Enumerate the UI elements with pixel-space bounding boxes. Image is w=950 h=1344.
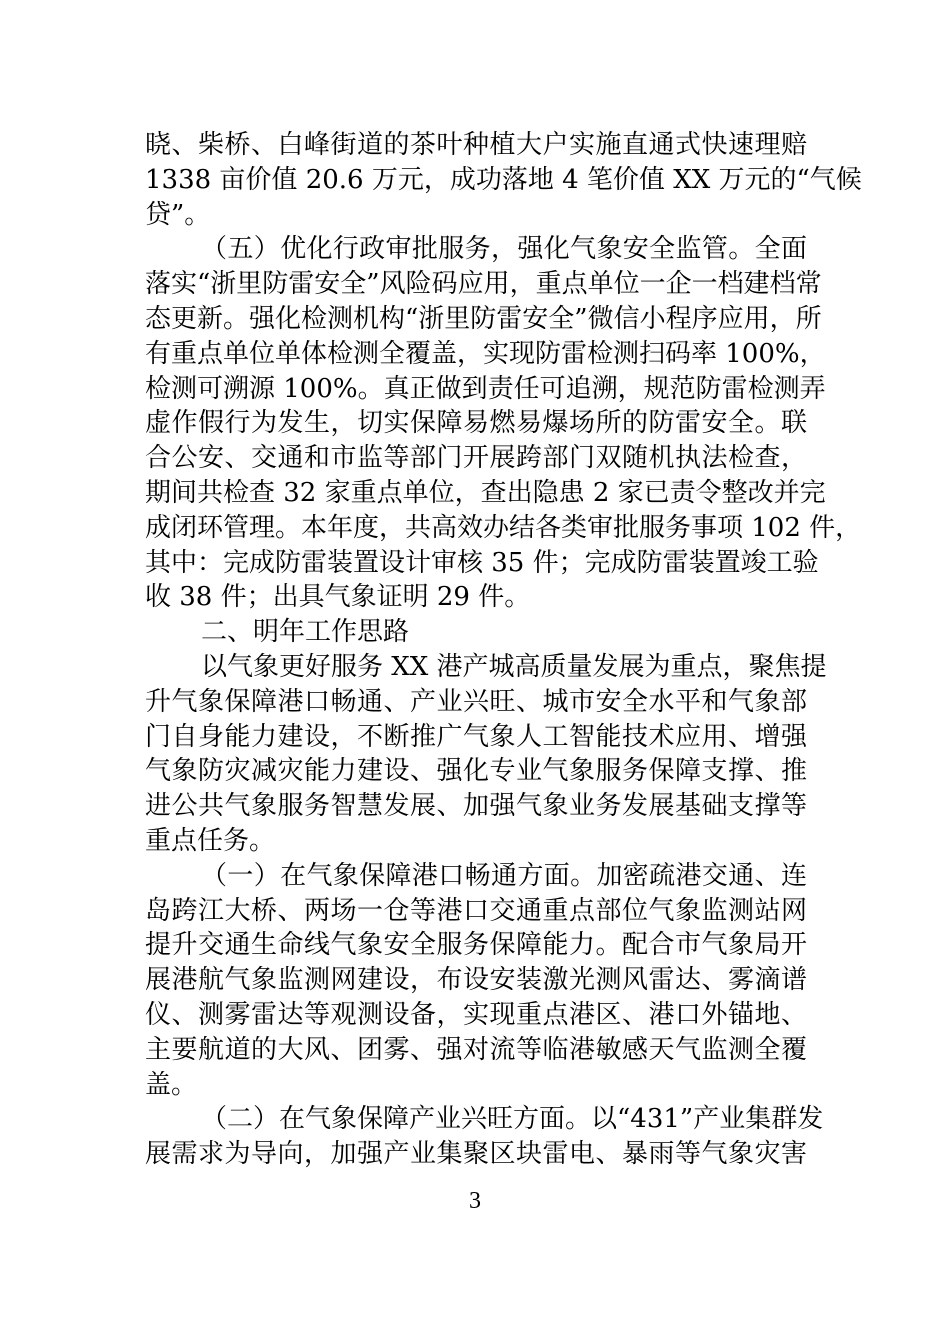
- text-line: 以气象更好服务 XX 港产城高质量发展为重点，聚焦提: [201, 651, 827, 682]
- text-line: 门自身能力建设，不断推广气象人工智能技术应用、增强: [145, 721, 807, 752]
- text-line: （二）在气象保障产业兴旺方面。以“431”产业集群发: [201, 1104, 824, 1135]
- text-line: 仪、测雾雷达等观测设备，实现重点港区、港口外锚地、: [145, 999, 807, 1030]
- text-line: 检测可溯源 100%。真正做到责任可追溯，规范防雷检测弄: [145, 373, 826, 404]
- text-line: （一）在气象保障港口畅通方面。加密疏港交通、连: [201, 860, 807, 891]
- text-line: 二、明年工作思路: [201, 617, 410, 648]
- text-line: 落实“浙里防雷安全”风险码应用，重点单位一企一档建档常: [145, 269, 822, 300]
- text-line: 1338 亩价值 20.6 万元，成功落地 4 笔价值 XX 万元的“气候: [145, 164, 862, 195]
- text-line: 展港航气象监测网建设，布设安装激光测风雷达、雾滴谱: [145, 965, 807, 996]
- page-number: 3: [469, 1188, 481, 1214]
- text-line: 合公安、交通和市监等部门开展跨部门双随机执法检查，: [145, 443, 807, 474]
- paragraph: [145, 650, 827, 859]
- text-line: 收 38 件；出具气象证明 29 件。: [145, 582, 531, 613]
- text-line: 重点任务。: [145, 825, 276, 856]
- paragraph: [145, 1102, 824, 1172]
- text-line: 成闭环管理。本年度，共高效办结各类审批服务事项 102 件，: [145, 512, 862, 543]
- document-body: [145, 128, 862, 1172]
- text-line: 贷”。: [145, 199, 211, 230]
- text-line: 晓、柴桥、白峰街道的茶叶种植大户实施直通式快速理赔: [145, 130, 807, 160]
- text-line: 岛跨江大桥、两场一仓等港口交通重点部位气象监测站网: [145, 895, 807, 926]
- text-line: 提升交通生命线气象安全服务保障能力。配合市气象局开: [145, 930, 807, 961]
- text-line: 升气象保障港口畅通、产业兴旺、城市安全水平和气象部: [145, 686, 807, 717]
- text-line: 虚作假行为发生，切实保障易燃易爆场所的防雷安全。联: [145, 408, 807, 439]
- text-line: 盖。: [145, 1069, 198, 1100]
- text-line: （五）优化行政审批服务，强化气象安全监管。全面: [201, 234, 807, 265]
- paragraph: [145, 232, 862, 615]
- text-line: 期间共检查 32 家重点单位，查出隐患 2 家已责令整改并完: [145, 477, 826, 508]
- paragraph: [145, 859, 807, 1103]
- text-line: 气象防灾减灾能力建设、强化专业气象服务保障支撑、推: [145, 756, 807, 787]
- text-line: 进公共气象服务智慧发展、加强气象业务发展基础支撑等: [145, 791, 807, 822]
- text-line: 态更新。强化检测机构“浙里防雷安全”微信小程序应用，所: [145, 303, 822, 334]
- paragraph: [145, 128, 862, 232]
- text-line: 主要航道的大风、团雾、强对流等临港敏感天气监测全覆: [145, 1034, 807, 1065]
- section-heading: [145, 615, 807, 650]
- text-line: 展需求为导向，加强产业集聚区块雷电、暴雨等气象灾害: [145, 1139, 807, 1170]
- text-line: 有重点单位单体检测全覆盖，实现防雷检测扫码率 100%，: [145, 338, 826, 369]
- text-line: 其中：完成防雷装置设计审核 35 件；完成防雷装置竣工验: [145, 547, 819, 578]
